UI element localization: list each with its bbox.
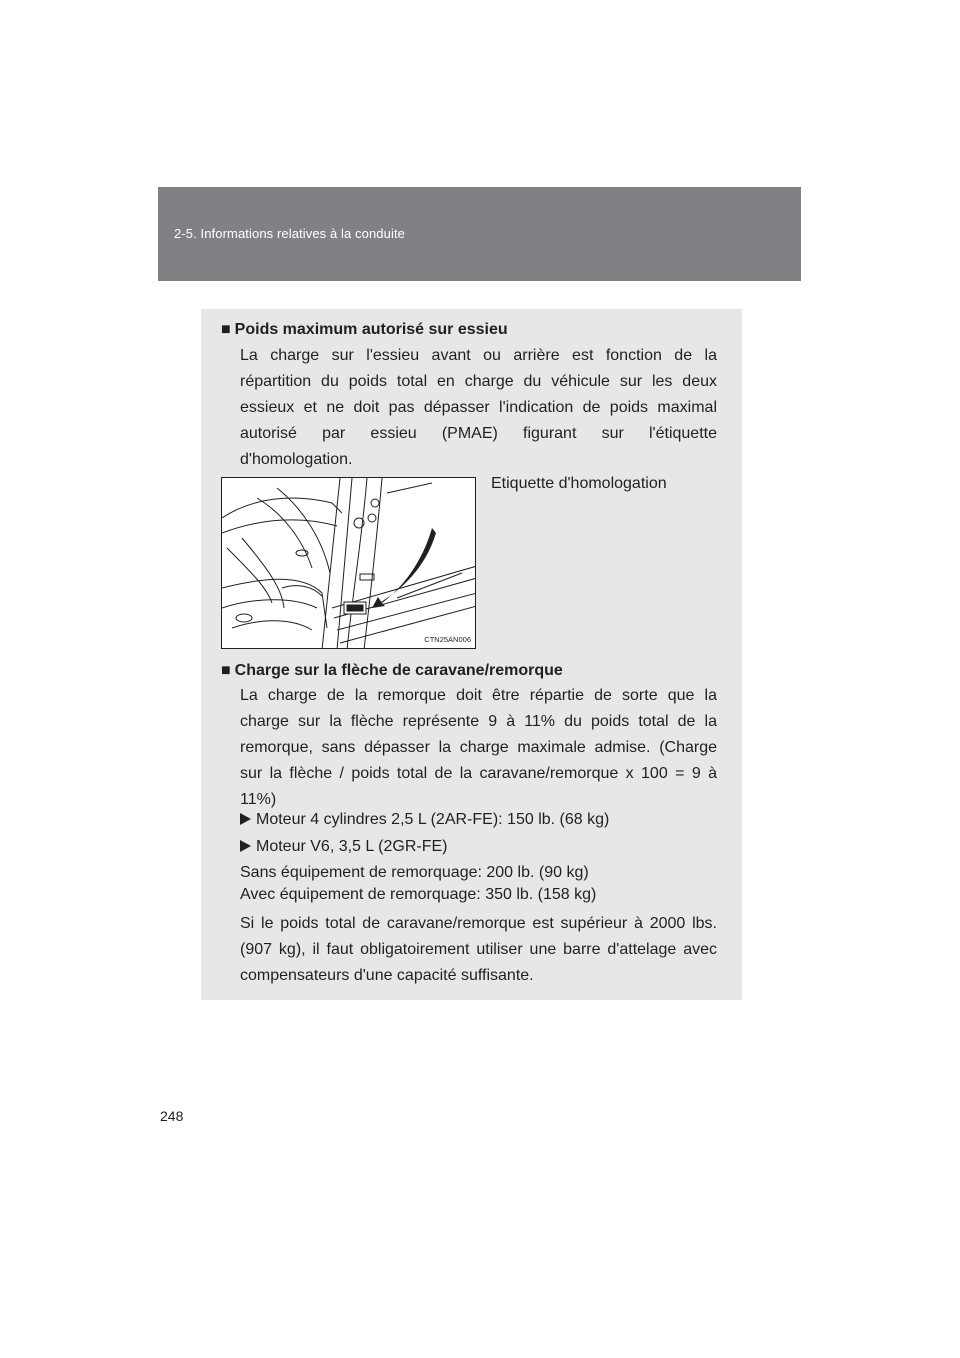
paragraph-line: La charge sur l'essieu avant ou arrière est fonction de la (240, 347, 717, 364)
square-bullet-icon: ■ (221, 321, 231, 338)
triangle-arrow-icon (240, 840, 251, 852)
paragraph-line: 11%) (240, 791, 277, 808)
paragraph-line: autorisé par essieu (PMAE) figurant sur l'étiquette (240, 425, 717, 442)
square-bullet-icon: ■ (221, 662, 231, 679)
paragraph-line: charge sur la flèche représente 9 à 11% du poids total de la (240, 713, 717, 730)
note-line: Si le poids total de caravane/remorque est supérieur à 2000 lbs. (240, 915, 717, 932)
seat-and-pillar-drawing (222, 478, 476, 649)
list-item (240, 836, 447, 858)
list-item-text: Moteur V6, 3,5 L (2GR-FE) (256, 838, 448, 855)
pointer-arrow-icon (372, 528, 436, 608)
triangle-arrow-icon (240, 813, 251, 825)
without-equipment-line: Sans équipement de remorquage: 200 lb. (90 kg) (240, 864, 589, 881)
paragraph-line: La charge de la remorque doit être répartie de sorte que la (240, 687, 717, 704)
section-heading-axle-weight (221, 319, 508, 341)
figure-caption: Etiquette d'homologation (491, 475, 667, 492)
note-line: (907 kg), il faut obligatoirement utiliser une barre d'attelage avec (240, 941, 717, 958)
door-pillar-illustration (221, 477, 476, 649)
paragraph-line: essieux et ne doit pas dépasser l'indication de poids maximal (240, 399, 717, 416)
paragraph-line: répartition du poids total en charge du véhicule sur les deux (240, 373, 717, 390)
paragraph-line: d'homologation. (240, 451, 353, 468)
section-heading-text: Poids maximum autorisé sur essieu (234, 321, 508, 338)
paragraph-line: sur la flèche / poids total de la caravane/remorque x 100 = 9 à (240, 765, 717, 782)
section-heading-text: Charge sur la flèche de caravane/remorque (234, 662, 563, 679)
with-equipment-line: Avec équipement de remorquage: 350 lb. (158 kg) (240, 886, 597, 903)
list-item-text: Moteur 4 cylindres 2,5 L (2AR-FE): 150 lb. (68 kg) (256, 811, 610, 828)
list-item (240, 809, 609, 831)
page-number: 248 (160, 1108, 184, 1124)
section-heading-tongue-load (221, 660, 563, 682)
paragraph-line: remorque, sans dépasser la charge maximale admise. (Charge (240, 739, 717, 756)
chapter-title: 2-5. Informations relatives à la conduite (174, 226, 405, 241)
figure-code: CTN25AN006 (424, 635, 471, 644)
note-line: compensateurs d'une capacité suffisante. (240, 967, 534, 984)
